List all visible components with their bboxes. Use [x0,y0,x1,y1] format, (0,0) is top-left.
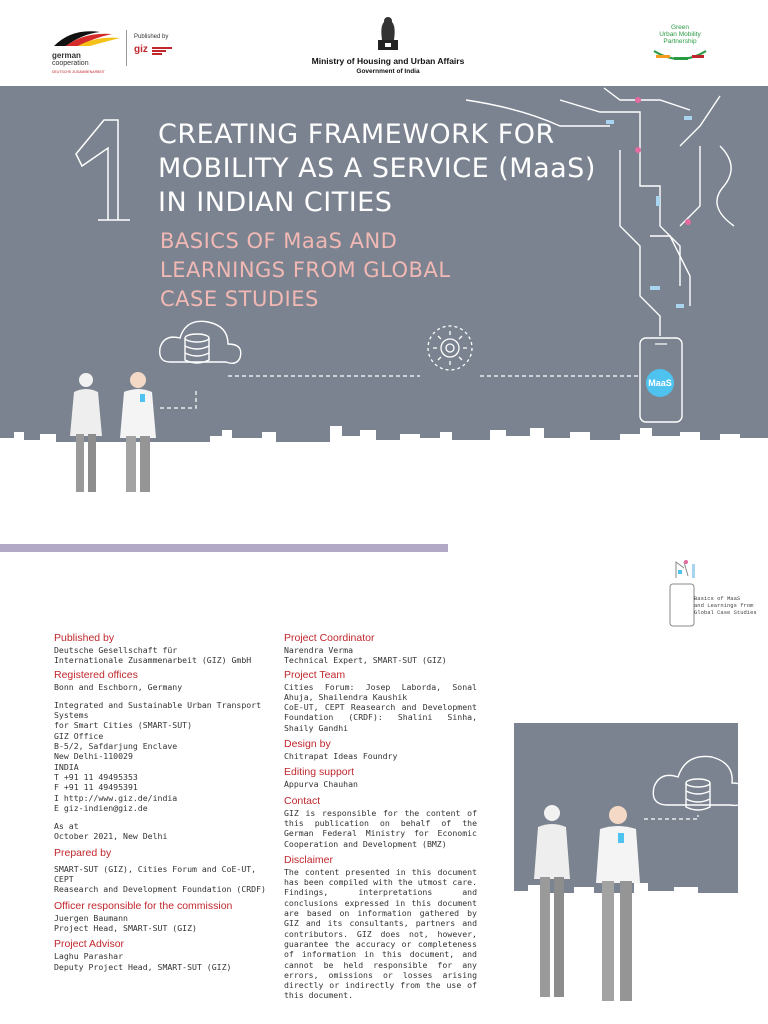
german-cooperation-text: german cooperation DEUTSCHE ZUSAMMENARBEIT [52,51,105,74]
contact-text: GIZ is responsible for the content of this publication on behalf of the German Federal Ministry for Economic Cooperation and Development (BMZ) [284,807,477,849]
ministry-subtitle: Government of India [356,68,420,75]
project-coordinator-heading: Project Coordinator [284,632,375,644]
coordinator-title: Technical Expert, SMART-SUT (GIZ) [284,655,447,666]
logo-separator [126,30,127,66]
project-team-heading: Project Team [284,668,346,681]
giz-logo: giz [134,44,148,55]
gear-icon [428,326,472,370]
website-link[interactable]: I http://www.giz.de/india [54,792,178,803]
cloud-database-icon [160,321,241,363]
secondary-illustration [514,723,738,1023]
ministry-name: Ministry of Housing and Urban Affairs [311,56,465,66]
officer-heading: Officer responsible for the commission [54,899,233,912]
giz-logo-tagline [152,47,172,55]
man-figure-icon [120,372,156,492]
section-divider-bar [0,544,448,552]
coordinator-name: Narendra Verma [284,645,354,655]
registered-offices-text: Bonn and Eschborn, Germany [54,681,183,692]
published-by-heading: Published by [54,632,115,644]
data-flow-dashes [160,376,640,408]
small-vehicle-icons [606,116,692,308]
german-flag-swoosh-icon [52,26,122,48]
project-team-text: Cities Forum: Josep Laborda, Sonal Ahuja, Shailendra Kaushik [284,681,477,702]
cover-title: CREATING FRAMEWORK FOR MOBILITY AS A SERVICE (MaaS) IN INDIAN CITIES [158,119,596,218]
contact-heading: Contact [284,794,321,807]
woman-figure-icon [70,373,102,492]
project-advisor-heading: Project Advisor [54,938,125,951]
editing-support-text: Appurva Chauhan [284,779,358,790]
disclaimer-text: The content presented in this document has been compiled with the utmost care. Findings, interpretations and conclusions expressed in this document are based on information gathered by GIZ and its consultants, partners and contributors. GIZ does not, however, guarantee the accuracy or completeness of information in this document, and cannot be held responsible for any errors, omissions or losses arising directly or indirectly from the use of this document. [284,866,477,1001]
address-block: Integrated and Sustainable Urban Transport Systems for Smart Cities (SMART-SUT) GIZ Office B-5/2, Safdarjung Enclave New Delhi-110029 INDIA T +91 11 49495353 F +91 11 49495391 I http://www.giz.de/india E giz-indien@giz.de [54,700,268,813]
email-link[interactable]: E giz-indien@giz.de [54,802,148,813]
as-at-date: October 2021, New Delhi [54,831,168,842]
german-cooperation-logo [52,26,122,76]
right-info-column [284,632,477,1001]
as-at-label: As at [54,821,79,832]
cover-subtitle: BASICS OF MaaS AND LEARNINGS FROM GLOBAL CASE STUDIES [160,229,451,311]
publisher-line: Internationale Zusammenarbeit (GIZ) GmbH [54,655,252,666]
map-pin-icons [635,97,691,225]
advisor-name: Laghu Parashar [54,951,124,962]
publisher-line: Deutsche Gesellschaft für [54,645,178,655]
prepared-by-heading: Prepared by [54,846,112,859]
city-skyline [0,426,768,446]
published-by-label: Published by [134,34,169,40]
disclaimer-heading: Disclaimer [284,853,334,866]
chapter-number-outline [76,120,130,220]
officer-title: Project Head, SMART-SUT (GIZ) [54,922,197,933]
maas-phone-label: MaaS [648,378,672,388]
national-emblem-icon [376,12,400,56]
prepared-by-text: SMART-SUT (GIZ), Cities Forum and CoE-UT, CEPT [54,863,257,885]
design-by-heading: Design by [284,738,331,751]
thumbnail-illustration [664,558,698,628]
left-info-column [54,632,268,972]
gump-logo: Green Urban Mobility Partnership [650,24,710,67]
cloud-database-icon [653,756,738,810]
prepared-by-text: Reasearch and Development Foundation (CRDF) [54,884,266,895]
officer-name: Juergen Baumann [54,912,128,923]
design-by-text: Chitrapat Ideas Foundry [284,751,398,762]
gump-logo-graphic-icon [650,45,710,65]
registered-offices-heading: Registered offices [54,668,138,681]
thumbnail-caption: Basics of MaaS and Learnings from Global Case Studies [694,595,757,616]
advisor-title: Deputy Project Head, SMART-SUT (GIZ) [54,961,232,972]
project-team-text: CoE-UT, CEPT Reasearch and Development Foundation (CRDF): Shalini Sinha, Shaily Gandhi [284,702,477,733]
editing-support-heading: Editing support [284,766,355,779]
